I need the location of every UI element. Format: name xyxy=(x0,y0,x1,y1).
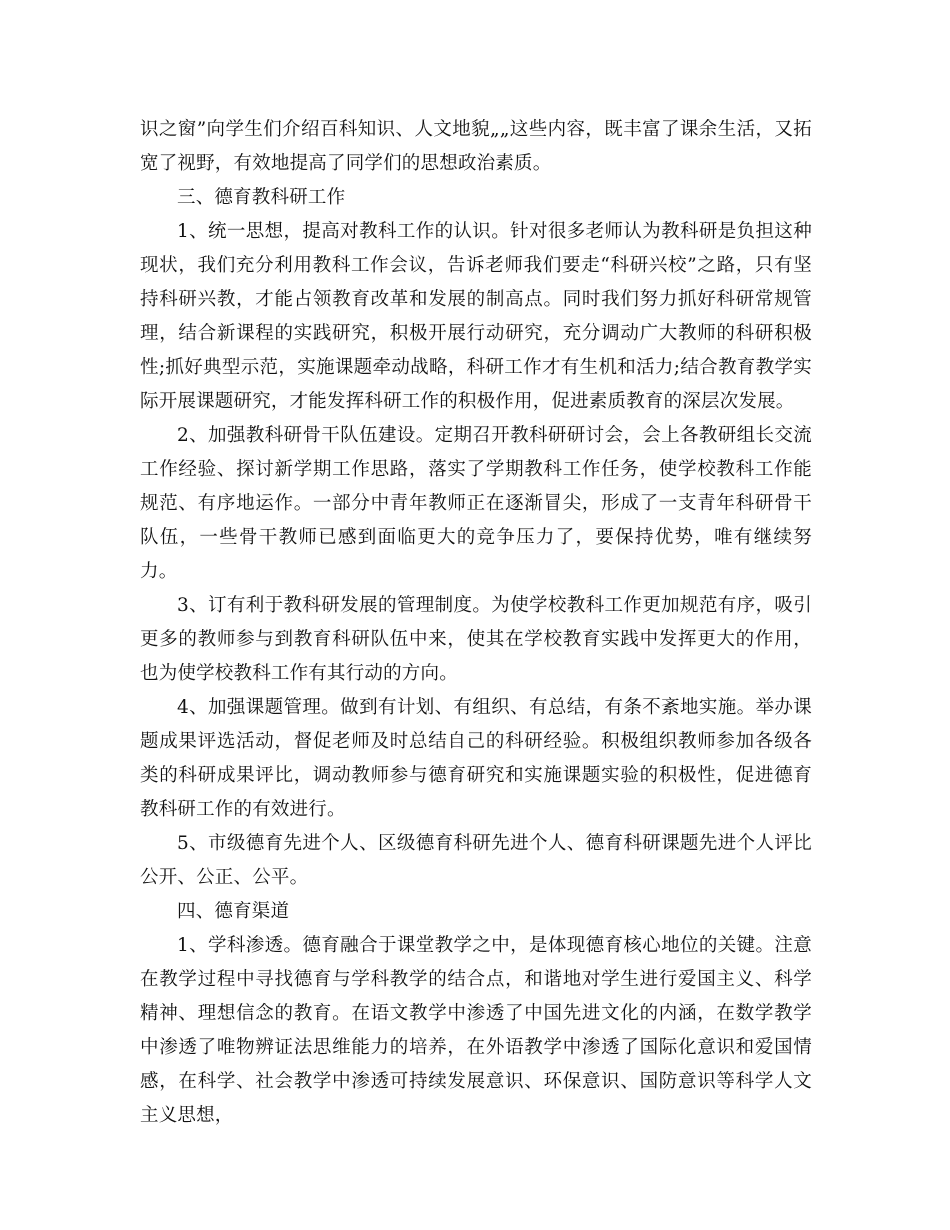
paragraph-item-6: 1、学科渗透。德育融合于课堂教学之中，是体现德育核心地位的关键。注意在教学过程中寻找德育与学科教学的结合点，和谐地对学生进行爱国主义、科学精神、理想信念的教育。在语文教学中渗透了中国先进文化的内涵，在数学教学中渗透了唯物辨证法思维能力的培养，在外语教学中渗透了国际化意识和爱国情感，在科学、社会教学中渗透可持续发展意识、环保意识、国防意识等科学人文主义思想， xyxy=(140,935,812,1126)
paragraph-continuation: 识之窗”向学生们介绍百科知识、人文地貌„„这些内容，既丰富了课余生活，又拓宽了视野，有效地提高了同学们的思想政治素质。 xyxy=(140,119,812,174)
paragraph-item-3: 3、订有利于教科研发展的管理制度。为使学校教科工作更加规范有序，吸引更多的教师参与到教育科研队伍中来，使其在学校教育实践中发挥更大的作用，也为使学校教科工作有其行动的方向。 xyxy=(140,595,812,684)
section-heading-4: 四、德育渠道 xyxy=(177,901,290,922)
paragraph-item-4: 4、加强课题管理。做到有计划、有组织、有总结，有条不紊地实施。举办课题成果评选活动，督促老师及时总结自己的科研经验。积极组织教师参加各级各类的科研成果评比，调动教师参与德育研究和实施课题实验的积极性，促进德育教科研工作的有效进行。 xyxy=(140,697,812,820)
paragraph-item-2: 2、加强教科研骨干队伍建设。定期召开教科研研讨会，会上各教研组长交流工作经验、探讨新学期工作思路，落实了学期教科工作任务，使学校教科工作能规范、有序地运作。一部分中青年教师正在逐渐冒尖，形成了一支青年科研骨干队伍，一些骨干教师已感到面临更大的竞争压力了，要保持优势，唯有继续努力。 xyxy=(140,425,812,582)
document-body xyxy=(140,113,812,1133)
section-heading-3: 三、德育教科研工作 xyxy=(177,187,346,208)
paragraph-item-1: 1、统一思想，提高对教科工作的认识。针对很多老师认为教科研是负担这种现状，我们充分利用教科工作会议，告诉老师我们要走“科研兴校”之路，只有坚持科研兴教，才能占领教育改革和发展的制高点。同时我们努力抓好科研常规管理，结合新课程的实践研究，积极开展行动研究，充分调动广大教师的科研积极性;抓好典型示范，实施课题牵动战略，科研工作才有生机和活力;结合教育教学实际开展课题研究，才能发挥科研工作的积极作用，促进素质教育的深层次发展。 xyxy=(140,221,812,412)
paragraph-item-5: 5、市级德育先进个人、区级德育科研先进个人、德育科研课题先进个人评比公开、公正、公平。 xyxy=(140,833,812,888)
